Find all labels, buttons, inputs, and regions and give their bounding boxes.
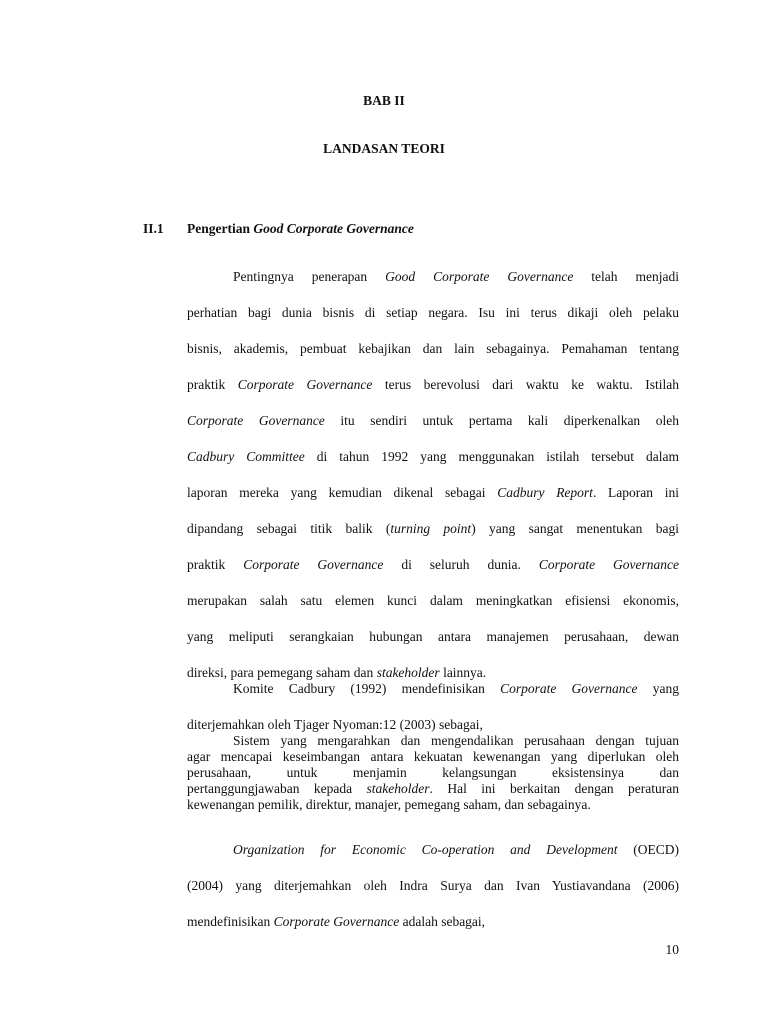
text-line — [187, 627, 679, 663]
text-span: adalah sebagai, — [399, 914, 486, 929]
text-span: Corporate Governance — [500, 681, 638, 696]
text-line — [187, 715, 679, 735]
quote-line — [187, 765, 679, 781]
paragraph-cadbury — [187, 679, 679, 735]
text-span: Cadbury Report — [497, 485, 593, 500]
text-line — [187, 375, 679, 411]
section-title — [187, 221, 414, 236]
text-line — [187, 555, 679, 591]
text-line — [187, 267, 679, 303]
text-span: Corporate Governance — [243, 557, 384, 572]
text-line — [187, 483, 679, 519]
chapter-label: BAB II — [363, 93, 405, 108]
text-line — [187, 519, 679, 555]
text-span: Corporate Governance — [538, 557, 679, 572]
text-span: Corporate Governance — [273, 914, 400, 929]
text-span: Corporate Governance — [187, 413, 325, 428]
text-line — [187, 411, 679, 447]
block-quote — [187, 733, 679, 813]
text-span: bisnis, akademis, pembuat kebajikan dan lain sebagainya. Pemahaman tentang — [187, 341, 679, 356]
text-span: Organization for Economic Co-operation and Development — [233, 842, 618, 857]
section-heading — [143, 221, 414, 237]
quote-line — [187, 749, 679, 765]
text-span: terus berevolusi dari waktu ke waktu. Istilah — [372, 377, 680, 392]
text-span: praktik — [187, 557, 244, 572]
paragraph-intro — [187, 267, 679, 683]
text-line — [187, 840, 679, 876]
text-span: turning point — [390, 521, 472, 536]
text-span: praktik — [187, 377, 238, 392]
text-span: agar mencapai keseimbangan antara kekuatan kewenangan yang diperlukan oleh — [187, 749, 679, 764]
text-span: (2004) yang diterjemahkan oleh Indra Surya dan Ivan Yustiavandana (2006) — [187, 878, 679, 893]
text-span: stakeholder — [376, 665, 440, 680]
text-line — [187, 447, 679, 483]
text-span: Pentingnya penerapan — [233, 269, 386, 284]
text-span: . Laporan ini — [592, 485, 679, 500]
chapter-title: LANDASAN TEORI — [323, 141, 445, 156]
text-line — [187, 591, 679, 627]
text-span: yang — [637, 681, 679, 696]
text-span: lainnya. — [439, 665, 487, 680]
text-span: perusahaan, untuk menjamin kelangsungan eksistensinya dan — [187, 765, 679, 780]
text-span: Corporate Governance — [237, 377, 373, 392]
text-span: . Hal ini berkaitan dengan peraturan — [429, 781, 679, 796]
text-span: telah menjadi — [573, 269, 679, 284]
text-span: mendefinisikan — [187, 914, 274, 929]
page-number: 10 — [665, 942, 679, 957]
text-span: laporan mereka yang kemudian dikenal sebagai — [187, 485, 498, 500]
text-span: ) yang sangat menentukan bagi — [471, 521, 679, 536]
text-span: diterjemahkan oleh Tjager Nyoman:12 (2003) sebagai, — [187, 717, 483, 732]
text-span: dipandang sebagai titik balik ( — [187, 521, 391, 536]
text-line — [187, 912, 679, 932]
text-span: Cadbury Committee — [187, 449, 305, 464]
text-span: itu sendiri untuk pertama kali diperkenalkan oleh — [324, 413, 680, 428]
section-number: II.1 — [143, 221, 164, 236]
text-line — [187, 303, 679, 339]
text-span: perhatian bagi dunia bisnis di setiap negara. Isu ini terus dikaji oleh pelaku — [187, 305, 679, 320]
text-line — [187, 339, 679, 375]
text-span: Sistem yang mengarahkan dan mengendalikan perusahaan dengan tujuan — [233, 733, 679, 748]
text-span: Pengertian — [187, 221, 254, 236]
text-span: di tahun 1992 yang menggunakan istilah tersebut dalam — [304, 449, 679, 464]
quote-line — [187, 733, 679, 749]
paragraph-oecd — [187, 840, 679, 932]
text-span: stakeholder — [366, 781, 430, 796]
quote-line — [187, 797, 679, 813]
text-span: Komite Cadbury (1992) mendefinisikan — [233, 681, 501, 696]
text-span: yang meliputi serangkaian hubungan antara manajemen perusahaan, dewan — [187, 629, 679, 644]
text-line — [187, 679, 679, 715]
text-span: kewenangan pemilik, direktur, manajer, pemegang saham, dan sebagainya. — [187, 797, 591, 812]
text-span: direksi, para pemegang saham dan — [187, 665, 377, 680]
text-span: merupakan salah satu elemen kunci dalam meningkatkan efisiensi ekonomis, — [187, 593, 679, 608]
text-span: (OECD) — [617, 842, 679, 857]
text-span: Good Corporate Governance — [385, 269, 574, 284]
text-span: di seluruh dunia. — [383, 557, 539, 572]
quote-line — [187, 781, 679, 797]
text-span: pertanggungjawaban kepada — [187, 781, 367, 796]
text-span: Good Corporate Governance — [253, 221, 414, 236]
text-line — [187, 876, 679, 912]
